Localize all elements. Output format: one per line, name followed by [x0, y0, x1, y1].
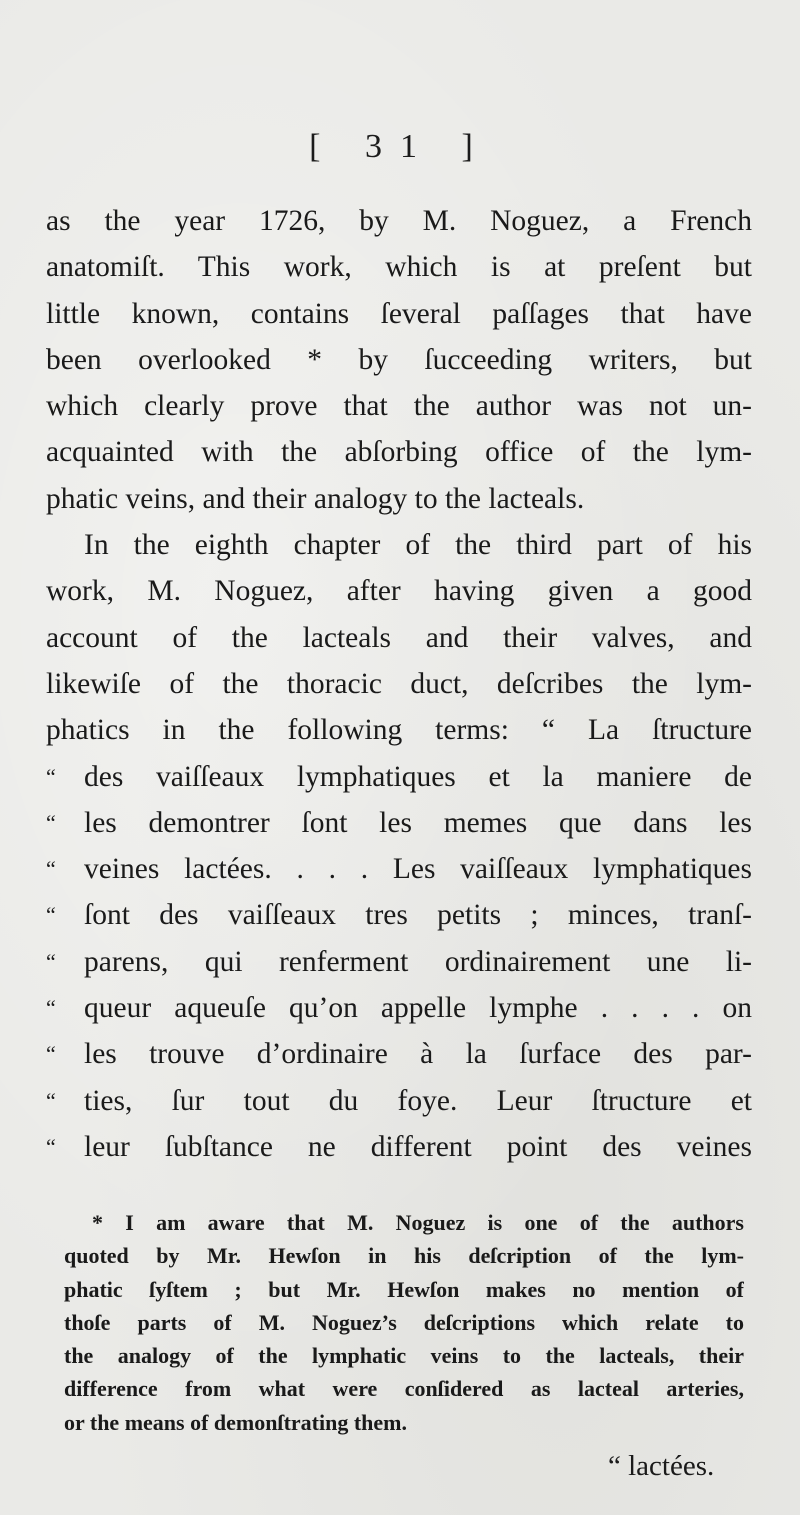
line-text: les demontrer ſont les memes que dans les — [84, 806, 752, 839]
line-text: leur ſubſtance ne different point des veines — [84, 1130, 752, 1163]
text-line — [46, 985, 752, 1031]
text-line — [46, 800, 752, 846]
line-text: which clearly prove that the author was not un- — [46, 390, 752, 423]
text-line — [46, 383, 752, 429]
quote-mark: “ — [46, 902, 56, 928]
text-line — [46, 615, 752, 661]
quote-mark: “ — [46, 995, 56, 1021]
line-text: anatomiſt. This work, which is at preſent but — [46, 251, 752, 284]
text-line — [46, 244, 752, 290]
line-text: les trouve d’ordinaire à la ſurface des par- — [84, 1038, 752, 1071]
line-text: little known, contains ſeveral paſſages that have — [46, 297, 752, 330]
quote-mark: “ — [46, 948, 56, 974]
line-text: phatics in the following terms: “ La ſtructure — [46, 714, 752, 747]
text-line — [46, 1124, 752, 1170]
footnote-line: quoted by Mr. Hewſon in his deſcription of the lym- — [64, 1243, 744, 1269]
text-line — [46, 522, 752, 568]
text-line — [46, 939, 752, 985]
footnote — [64, 1206, 744, 1439]
text-line — [46, 1078, 752, 1124]
line-text: account of the lacteals and their valves, and — [46, 621, 752, 654]
page-number: [ 31 ] — [309, 128, 491, 165]
text-line — [46, 337, 752, 383]
text-line — [46, 568, 752, 614]
quote-mark: “ — [46, 809, 56, 835]
text-line — [46, 892, 752, 938]
line-text: ties, ſur tout du foye. Leur ſtructure et — [84, 1084, 752, 1117]
line-text: as the year 1726, by M. Noguez, a French — [46, 205, 752, 237]
quote-mark: “ — [46, 856, 56, 882]
quote-mark: “ — [46, 1087, 56, 1113]
quote-mark: “ — [46, 763, 56, 789]
footnote-line: the analogy of the lymphatic veins to the lacteals, their — [64, 1343, 744, 1369]
text-line — [46, 291, 752, 337]
text-line — [46, 661, 752, 707]
text-line — [46, 429, 752, 475]
text-line — [46, 754, 752, 800]
footnote-line: thoſe parts of M. Noguez’s deſcriptions which relate to — [64, 1309, 744, 1335]
footnote-line: difference from what were conſidered as lacteal arteries, — [64, 1376, 744, 1402]
footnote-line: * I am aware that M. Noguez is one of the authors — [92, 1210, 744, 1235]
line-text: veines lactées. . . . Les vaiſſeaux lymphatiques — [84, 853, 752, 886]
line-text: ſont des vaiſſeaux tres petits ; minces, tranſ- — [84, 899, 752, 932]
footnote-line: or the means of demonſtrating them. — [64, 1409, 407, 1435]
text-line — [46, 1031, 752, 1077]
line-text: In the eighth chapter of the third part of his — [84, 529, 752, 562]
text-line — [46, 846, 752, 892]
catchword: “ lactées. — [608, 1450, 715, 1482]
line-text: been overlooked * by ſucceeding writers, but — [46, 343, 752, 376]
text-line — [46, 476, 752, 522]
line-text: phatic veins, and their analogy to the lacteals. — [46, 482, 585, 515]
line-text: work, M. Noguez, after having given a good — [46, 575, 752, 608]
footnote-line: phatic ſyſtem ; but Mr. Hewſon makes no mention of — [64, 1276, 744, 1302]
text-line — [46, 198, 752, 244]
quote-mark: “ — [46, 1133, 56, 1159]
line-text: likewiſe of the thoracic duct, deſcribes the lym- — [46, 667, 752, 700]
line-text: des vaiſſeaux lymphatiques et la maniere de — [84, 760, 752, 793]
line-text: acquainted with the abſorbing office of the lym- — [46, 436, 752, 469]
quote-mark: “ — [46, 1041, 56, 1067]
text-line — [46, 707, 752, 753]
line-text: parens, qui renferment ordinairement une li- — [84, 945, 752, 978]
line-text: queur aqueuſe qu’on appelle lymphe . . . . on — [84, 992, 752, 1025]
main-text — [46, 198, 752, 1170]
